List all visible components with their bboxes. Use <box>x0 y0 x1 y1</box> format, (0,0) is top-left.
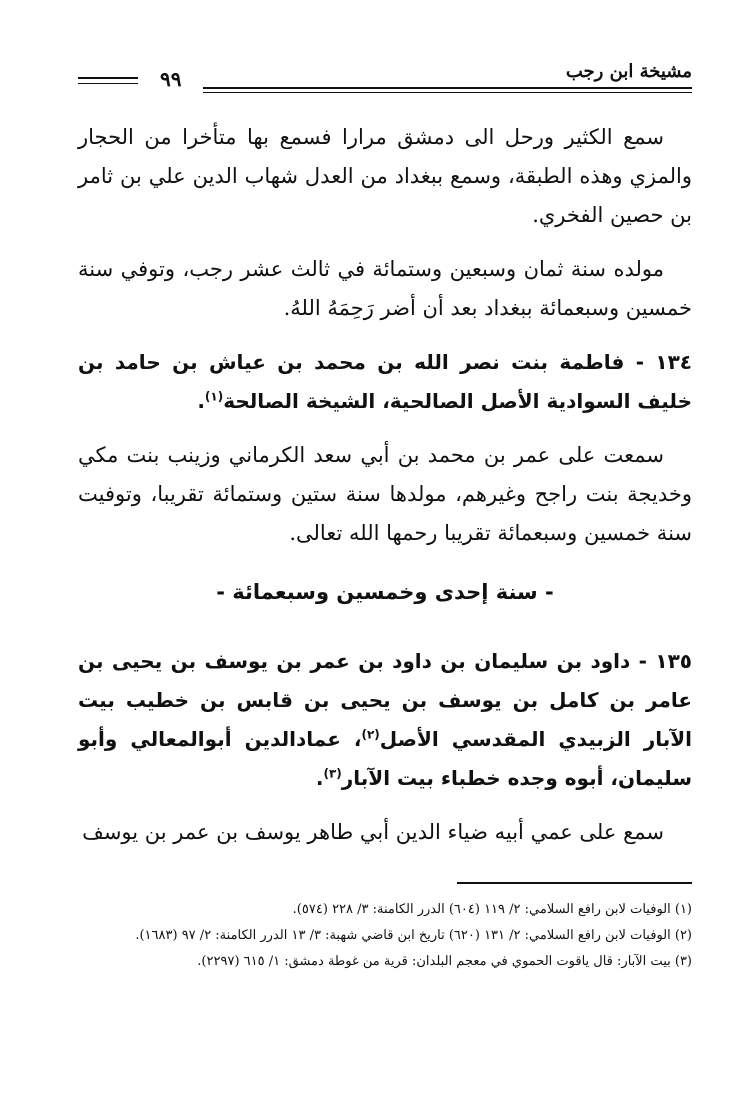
footnote-marker: (٣) <box>323 766 342 781</box>
footnote-separator <box>457 882 692 884</box>
section-heading: - سنة إحدى وخمسين وسبعمائة - <box>216 580 554 604</box>
entry-text: ، عمادالدين أبوالمعالي وأبو سليمان، أبوه وجده خطباء بيت الآبار <box>78 727 692 790</box>
footnote-marker: (٢) <box>361 727 380 742</box>
header-rule <box>203 87 692 89</box>
footnote-marker: (١) <box>204 389 224 404</box>
paragraph: مولده سنة ثمان وسبعين وستمائة في ثالث عشر رجب، وتوفي سنة خمسين وسبعمائة ببغداد بعد أن أضر رَحِمَهُ اللهُ. <box>78 257 692 320</box>
paragraph: سمعت على عمر بن محمد بن أبي سعد الكرماني وزينب بنت مكي وخديجة بنت راجح وغيرهم، مولدها سنة ستين وستمائة تقريبا، وتوفيت سنة خمسين وسبعمائة تقريبا رحمها الله تعالى. <box>78 443 692 545</box>
footnotes <box>78 898 692 976</box>
header-rule <box>78 83 138 84</box>
running-title: مشيخة ابن رجب <box>565 61 692 82</box>
paragraph: سمع على عمي أبيه ضياء الدين أبي طاهر يوسف بن عمر بن يوسف <box>82 820 664 844</box>
entry-text: ١٣٤ - فاطمة بنت نصر الله بن محمد بن عياش بن حامد بن خليف السوادية الأصل الصالحية، الشيخة الصالحة <box>78 350 692 413</box>
entry-134: ١٣٤ - فاطمة بنت نصر الله بن محمد بن عياش بن حامد بن خليف السوادية الأصل الصالحية، الشيخة الصالحة$^{(١)}$. <box>78 350 692 413</box>
footnote: (٢) الوفيات لابن رافع السلامي: ٢/ ١٣١ (٦٢٠) تاريخ ابن قاضي شهبة: ٣/ ١٣ الدرر الكامنة: ٢/ ٩٧ (١٦٨٣). <box>135 928 692 943</box>
entry-135 <box>78 642 692 798</box>
page-header <box>78 55 692 95</box>
entry-text: ١٣٥ - داود بن سليمان بن داود بن عمر بن يوسف بن يحيى بن عامر بن كامل بن يوسف بن يحيى بن قابس بن خطيب بيت الآبار الزبيدي المقدسي الأصل <box>78 649 692 751</box>
paragraph: سمع الكثير ورحل الى دمشق مرارا فسمع بها متأخرا من الحجار والمزي وهذه الطبقة، وسمع ببغداد من العدل شهاب الدين علي بن ثامر بن حصين الفخري. <box>78 125 692 227</box>
page-number: ٩٩ <box>160 67 182 91</box>
main-text <box>78 118 692 867</box>
footnote: (٣) بيت الآبار: قال ياقوت الحموي في معجم البلدان: قرية من غوطة دمشق: ١/ ٦١٥ (٢٢٩٧). <box>197 954 692 969</box>
header-rule <box>203 92 692 93</box>
entry-text: . <box>315 766 324 790</box>
header-rule <box>78 77 138 79</box>
footnote: (١) الوفيات لابن رافع السلامي: ٢/ ١١٩ (٦٠٤) الدرر الكامنة: ٣/ ٢٢٨ (٥٧٤). <box>292 902 692 917</box>
